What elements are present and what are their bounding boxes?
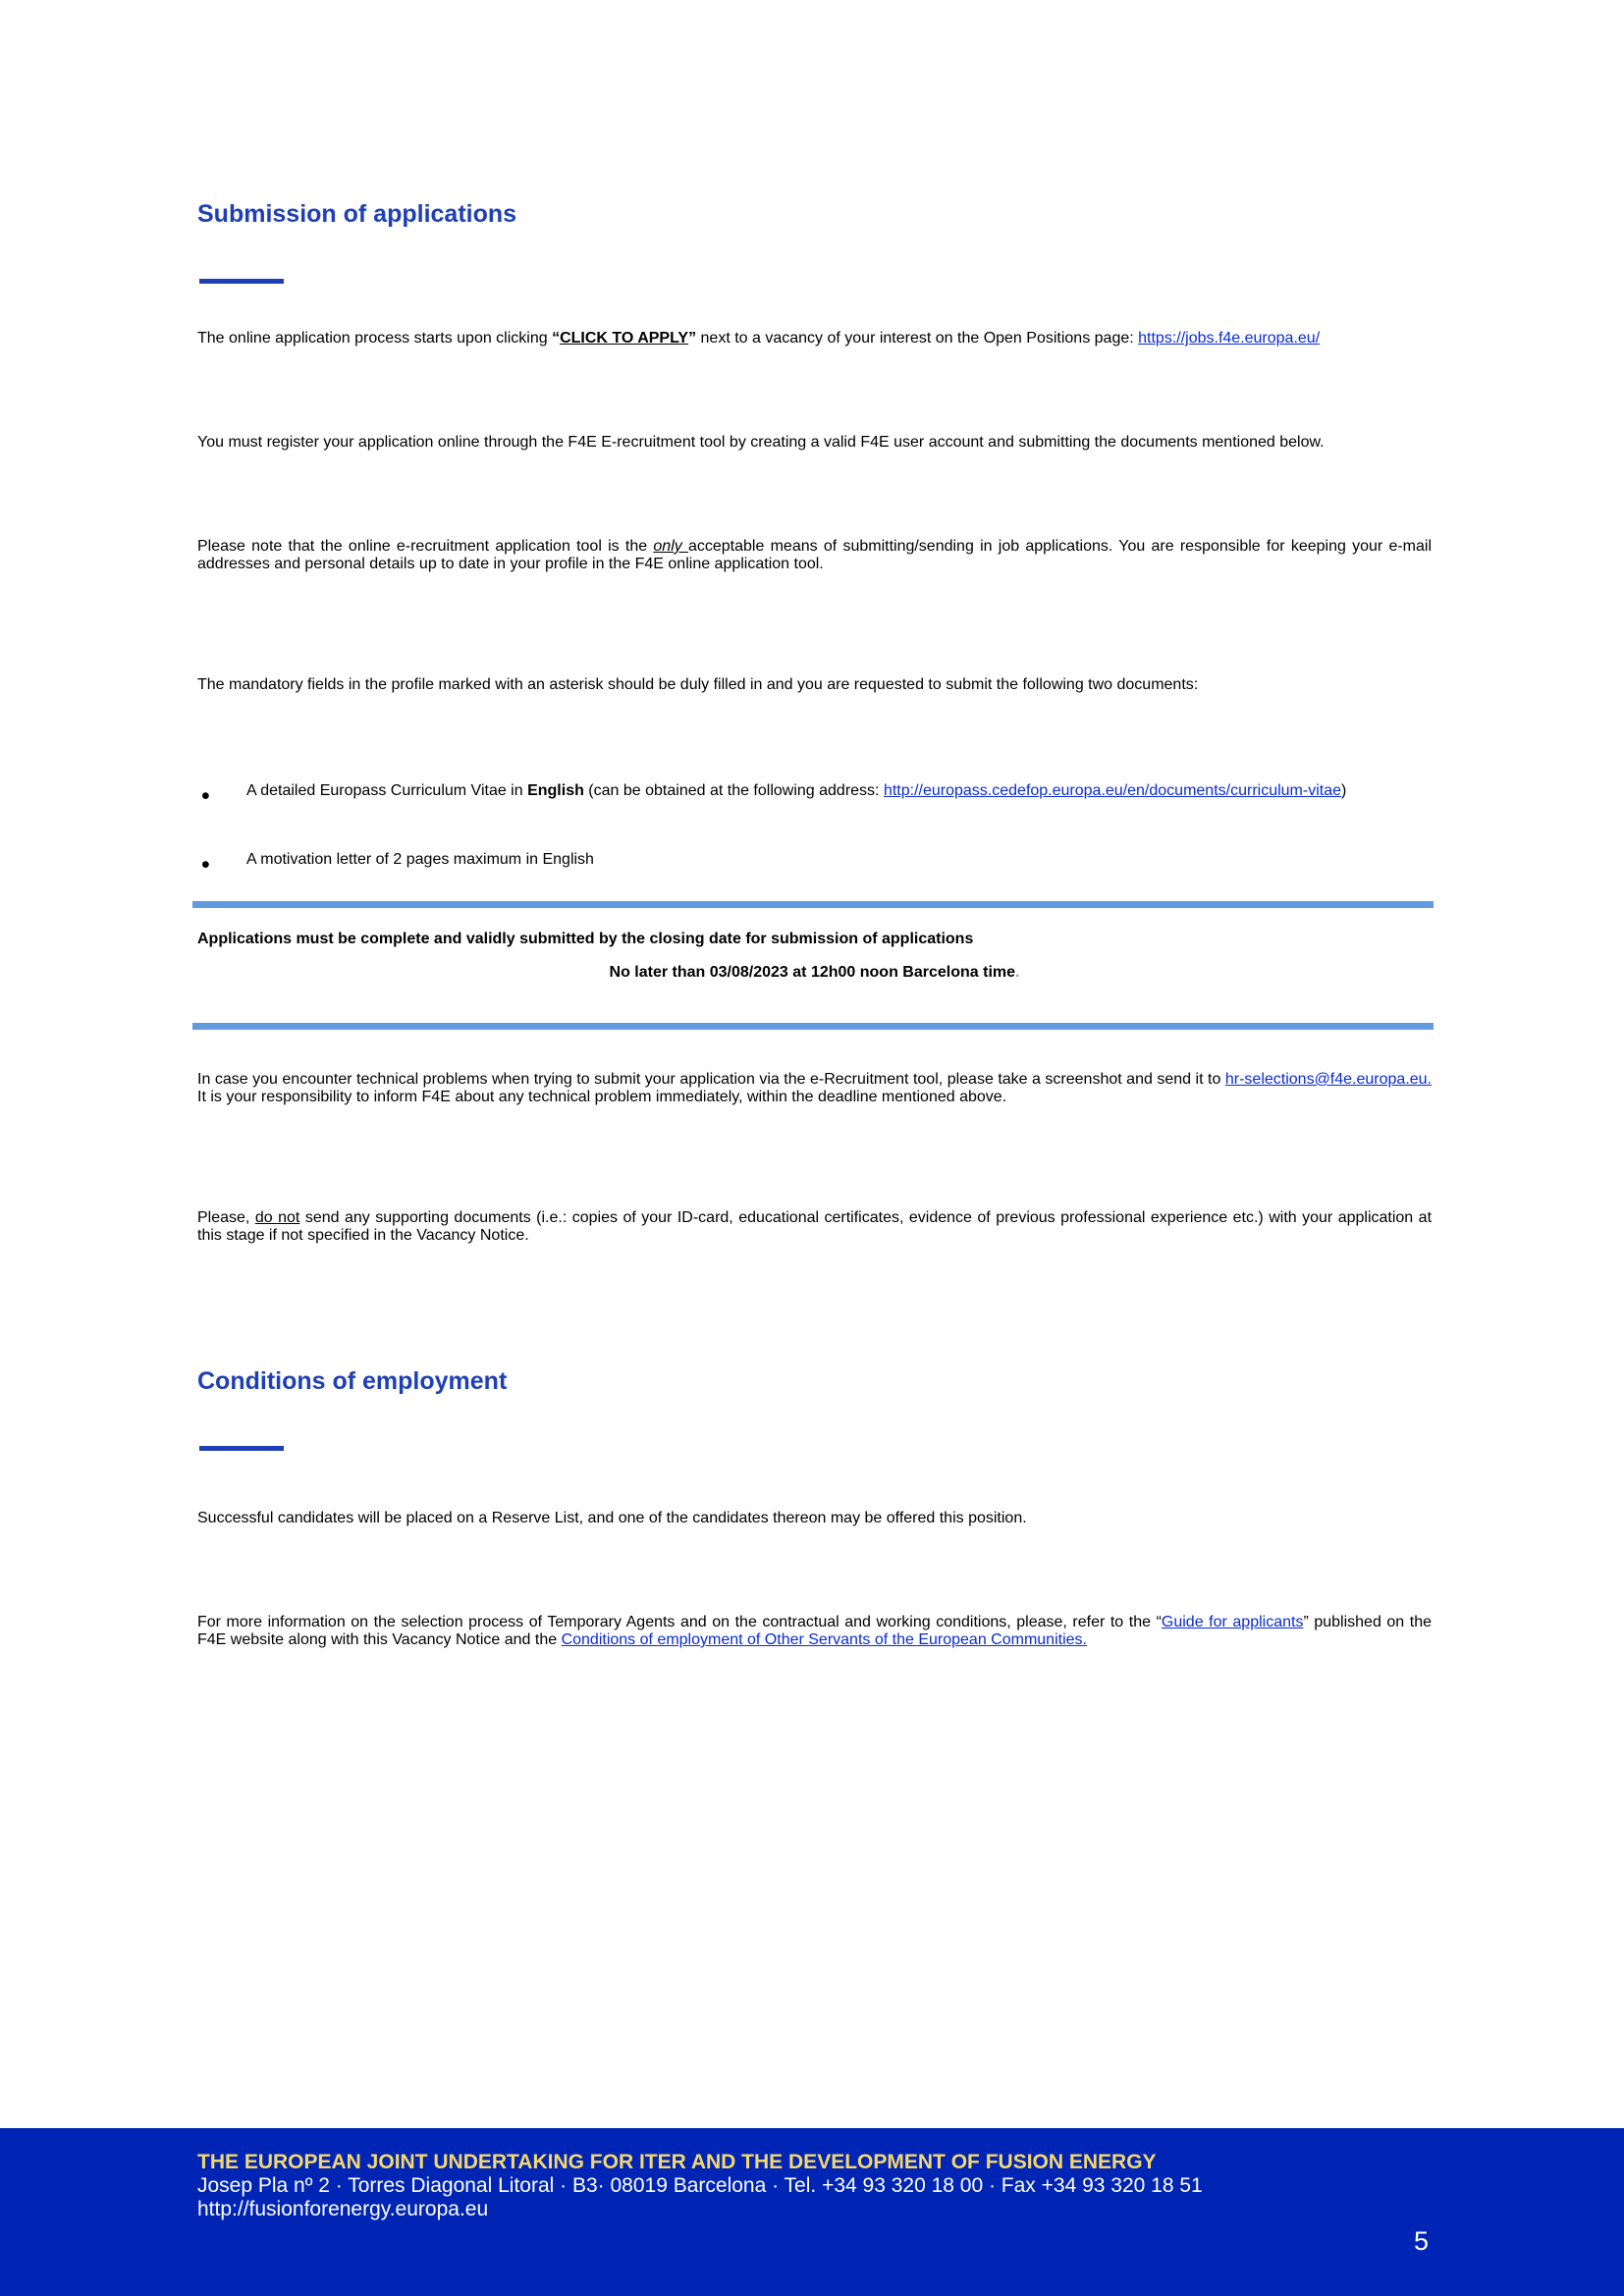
deadline-notice-line2 [197, 964, 1432, 982]
emphasis-only: only [653, 538, 688, 555]
deadline-period: . [1015, 964, 1020, 981]
bullet-icon: • [201, 782, 210, 810]
guide-for-applicants-link[interactable]: Guide for applicants [1161, 1614, 1304, 1630]
list-item-cv [197, 782, 1432, 849]
section-heading-submission: Submission of applications [197, 200, 517, 228]
text: ) [1341, 782, 1347, 799]
list-item-text [246, 782, 1432, 800]
quote-open: “ [552, 330, 561, 347]
footer-website: http://fusionforenergy.europa.eu [197, 2198, 489, 2220]
footer-address: Josep Pla nº 2 · Torres Diagonal Litoral · B3· 08019 Barcelona · Tel. +34 93 320 18 00 · Fax +34 93 320 18 51 [197, 2174, 1203, 2197]
text: ” published on the F4E website along with this Vacancy Notice and the [197, 1614, 1433, 1648]
paragraph-click-to-apply [197, 330, 1432, 347]
quote-close: ” [688, 330, 697, 347]
notice-bottom-rule [192, 1023, 1434, 1030]
text: The online application process starts upon clicking [197, 330, 553, 347]
deadline-notice-line1: Applications must be complete and validly submitted by the closing date for submission of applications [197, 931, 974, 947]
heading-underline [199, 1446, 284, 1451]
paragraph-only-means [197, 538, 1432, 573]
section-heading-conditions: Conditions of employment [197, 1367, 508, 1395]
text: For more information on the selection process of Temporary Agents and on the contractual and working conditions, please, refer to the “ [197, 1614, 1162, 1630]
paragraph-register-online: You must register your application online through the F4E E-recruitment tool by creating a valid F4E user account and submitting the documents mentioned below. [197, 434, 1325, 451]
text: (can be obtained at the following address: [583, 782, 884, 799]
jobs-portal-link[interactable]: https://jobs.f4e.europa.eu/ [1138, 330, 1321, 347]
hr-email-link[interactable]: hr-selections@f4e.europa.eu. [1224, 1071, 1432, 1088]
list-item-motivation [197, 851, 1432, 884]
text: send any supporting documents (i.e.: copies of your ID-card, educational certificates, evidence of previous professional experience etc.) with your application at this stage if not specified in the Vacancy Notice. [197, 1209, 1433, 1244]
europass-cv-link[interactable]: http://europass.cedefop.europa.eu/en/documents/curriculum-vitae [883, 782, 1341, 799]
text: acceptable means of submitting/sending in job applications. You are responsible for keeping your e-mail addresses and personal details up to date in your profile in the F4E online application tool. [197, 538, 1433, 572]
paragraph-more-information [197, 1614, 1432, 1649]
list-item-text: A motivation letter of 2 pages maximum in English [246, 851, 594, 868]
bullet-icon: • [201, 851, 210, 879]
text: It is your responsibility to inform F4E about any technical problem immediately, within the deadline mentioned above. [197, 1089, 1007, 1105]
text: In case you encounter technical problems when trying to submit your application via the e-Recruitment tool, please take a screenshot and send it to [197, 1071, 1225, 1088]
text: A detailed Europass Curriculum Vitae in [246, 782, 528, 799]
notice-top-rule [192, 901, 1434, 908]
emphasis-do-not: do not [254, 1209, 300, 1226]
text: Please, [197, 1209, 255, 1226]
bold-english: English [527, 782, 584, 799]
paragraph-no-supporting-docs [197, 1209, 1432, 1245]
paragraph-mandatory-fields: The mandatory fields in the profile marked with an asterisk should be duly filled in and you are requested to submit the following two documents: [197, 676, 1199, 693]
heading-underline [199, 279, 284, 284]
conditions-of-employment-link[interactable]: Conditions of employment of Other Servants of the European Communities. [561, 1631, 1087, 1648]
paragraph-reserve-list: Successful candidates will be placed on a Reserve List, and one of the candidates thereon may be offered this position. [197, 1510, 1027, 1526]
page-number: 5 [1414, 2226, 1430, 2256]
paragraph-technical-problems [197, 1071, 1432, 1106]
click-to-apply-label: CLICK TO APPLY [560, 330, 689, 347]
footer-title: THE EUROPEAN JOINT UNDERTAKING FOR ITER AND THE DEVELOPMENT OF FUSION ENERGY [197, 2151, 1157, 2173]
text: next to a vacancy of your interest on the Open Positions page: [696, 330, 1139, 347]
text: Please note that the online e-recruitment application tool is the [197, 538, 654, 555]
deadline-text: No later than 03/08/2023 at 12h00 noon Barcelona time [609, 964, 1016, 981]
